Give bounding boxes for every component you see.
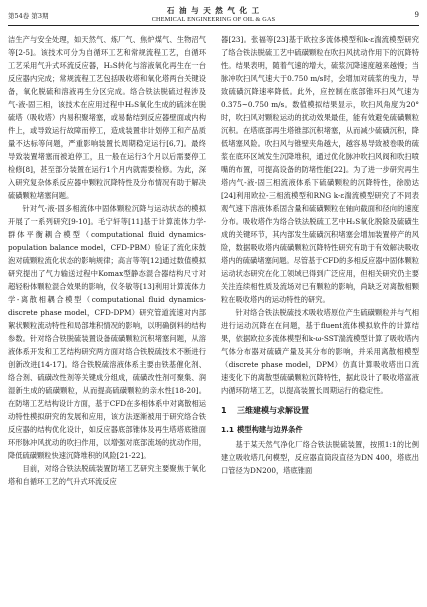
section-number: 1 (221, 406, 227, 415)
header-rule (8, 25, 419, 26)
paragraph: 针对络合铁法脱硫技术吸收塔原位产生硫磺颗粒并与气相进行运动沉降在在问题，基于fluent流体模拟软件的计算结果，依据欧拉多流体模型和k-ω-SST湍流模型计算了吸收塔内气体分布器对硫磺产量及其分布的影响，并采用离散相模型（discrete phase model，DPM）仿真计算吸收塔出口流速变化下的离散型硫磺颗粒沉降特性，据此设计了吸收塔富液内循环防堵工艺，以提高装置长周期运行的稳定性。 (221, 308, 419, 395)
page-number: 9 (414, 11, 419, 19)
paragraph: 目前，对络合铁法脱硫装置防堵工艺研究主要聚焦于氧化塔和自循环工艺的气升式环流反应 (8, 464, 206, 486)
paragraph: 针对气-液-固多相流体中固体颗粒沉降与运动状态的模拟开展了一系列研究[9-10]。毛宁轩等[11]基于计算流体力学-群体平衡耦合模型（computational fluid dynamics-population balance model，CFD-PBM）验证了流化床鼓泡对硫颗粒流化状态的影响规律；高言等等[12]通过数值模拟研究提出了气力输送过程中Komax型静态混合器结构尺寸对超轻粉体颗粒混合效果的影响，仪冬敏等[13]利用计算流体力学-离散相耦合模型（computational fluid dynamics-discrete phase model，CFD-DPM）研究管道流速对内部絮状颗粒流动特性和局部堆积情况的影响，以明确倒料的结构参数。针对络合铁脱硫装置设备硫磺颗粒沉积堵塞问题，从溶液体系开发和工艺结构研究两方面对络合铁脱硫技术不断进行创新改进[14-17]。络合铁脱硫溶液体系主要由铁基催化剂、络合剂、硫磺改性剂等关键成分组成，硫磺改性剂可聚集、润湿新生成的硫磺颗粒，从而提高硫磺颗粒的亲水性[18-20]。在防堵工艺结构设计方面，基于CFD在多相体系中对离散相运动特性模拟研究的发展和应用，该方法逐渐被用于研究络合铁反应器的结构优化设计，如反应器底部锥体及再生塔塔底锥面环形脉冲风扰动的吹扫作用，以增强对底部流场的扰动作用，降低硫磺颗粒快速沉降堆积的风险[21-22]。 (8, 204, 206, 460)
volume-issue: 第54卷 第3期 (8, 12, 49, 20)
page-header (8, 3, 419, 23)
journal-title (8, 5, 419, 23)
journal-title-cn: 石 油 与 天 然 气 化 工 (166, 6, 261, 15)
paragraph: 器[23]。张福等[23]基于欧拉多流体模型和k-ε湍流模型研究了络合铁法脱硫工艺中硫磺颗粒在吹扫风扰动作用下的沉降特性。结果表明，随着气速的增大，硫浆沉降速度越来越慢；当脉冲吹扫风气速大于0.750 m/s时，会增加对硫浆的曳力，导致硫磺沉降速率降低。此外，应控制在底部锥环扫风气速为0.375~0.750 m/s。数值模拟结果显示，吹扫风角度为20°时，吹扫风对颗粒运动的扰动效果最佳，能有效避免硫磺颗粒沉积。在塔底部再生塔锥部沉积堵塞，从而减少硫磺沉积，降低堵塞风险。吹扫风与锥壁夹角越大，越容易导致被卷吸的硫浆在底环区域发生沉降堆积，通过优化脉冲吹扫风阀和吹扫喷嘴的布置，可提高设备的防堵性能[22]。为了进一步研究再生塔内气-液-固三相流液体系下硫磺颗粒的沉降特性，徐励达[24]利用欧拉-三相流模型和RNG k-ε湍流模型研究了不同表观气速下溶液体系固含量和硫磺颗粒在轴向截面和径向的速度分布。吸收塔作为络合铁法脱硫工艺中H₂S氧化脱除及硫磺生成的关键环节，其内部发生硫磺沉积堵塞会增加装置停产的风险，数据吸收塔内硫磺颗粒沉降特性研究有助于有效解决吸收塔内的硫磺堵塞问题。尽管基于CFD的多相反应器中固体颗粒运动状态研究在化工领域已得到广泛应用，但相关研究仍主要关注连续相性质及流场对已有颗粒的影响，尚缺乏对离散相颗粒在吸收塔内的运动特性的研究。 (221, 35, 419, 304)
paragraph: 洁生产与安全处理，如天然气、炼厂气、焦炉煤气、生物沼气等[2-5]。该技术可分为自循环工艺和常规流程工艺，自循环工艺采用气升式环流反应器，H₂S转化与溶液氧化再生在一台反应器内完成；常规流程工艺包括吸收塔和氧化塔两台关键设备，氧化脱硫和溶液再生分区完成。络合铁法脱硫过程涉及气-液-固三相，该技术在应用过程中H₂S氧化生成的硫沫在脱硫塔（吸收塔）内易积聚堵塞，或易黏结到反应器壁面或内构件上，或导致运行故障而停工，造成装置非计划停工和产品质量不达标等问题，严重影响装置长周期稳定运行[6,7]。最终导致装置堵塞而被迫停工，且一般在运行3个月以后需要停工检修[8]，甚至部分装置在运行1个月内就需要检修。为此，深入研究复杂体系反应器中颗粒沉降特性及分布情况有助于解决硫磺颗粒堵塞问题。 (8, 35, 206, 200)
journal-title-en: CHEMICAL ENGINEERING OF OIL & GAS (151, 16, 276, 23)
section-title: 三维建模与求解设置 (237, 406, 309, 415)
subsection-title: 模型构建与边界条件 (237, 425, 303, 434)
section-heading (221, 405, 419, 417)
left-column (8, 33, 206, 488)
subsection-heading (221, 423, 419, 436)
paragraph: 基于某天然气净化厂络合铁法脱硫装置，按照1:1的比例建立吸收塔几何模型，反应器直筒段直径为DN 400，塔底出口管径为DN200，塔底锥面 (221, 440, 419, 475)
subsection-number: 1.1 (221, 425, 234, 434)
right-column (221, 33, 419, 477)
